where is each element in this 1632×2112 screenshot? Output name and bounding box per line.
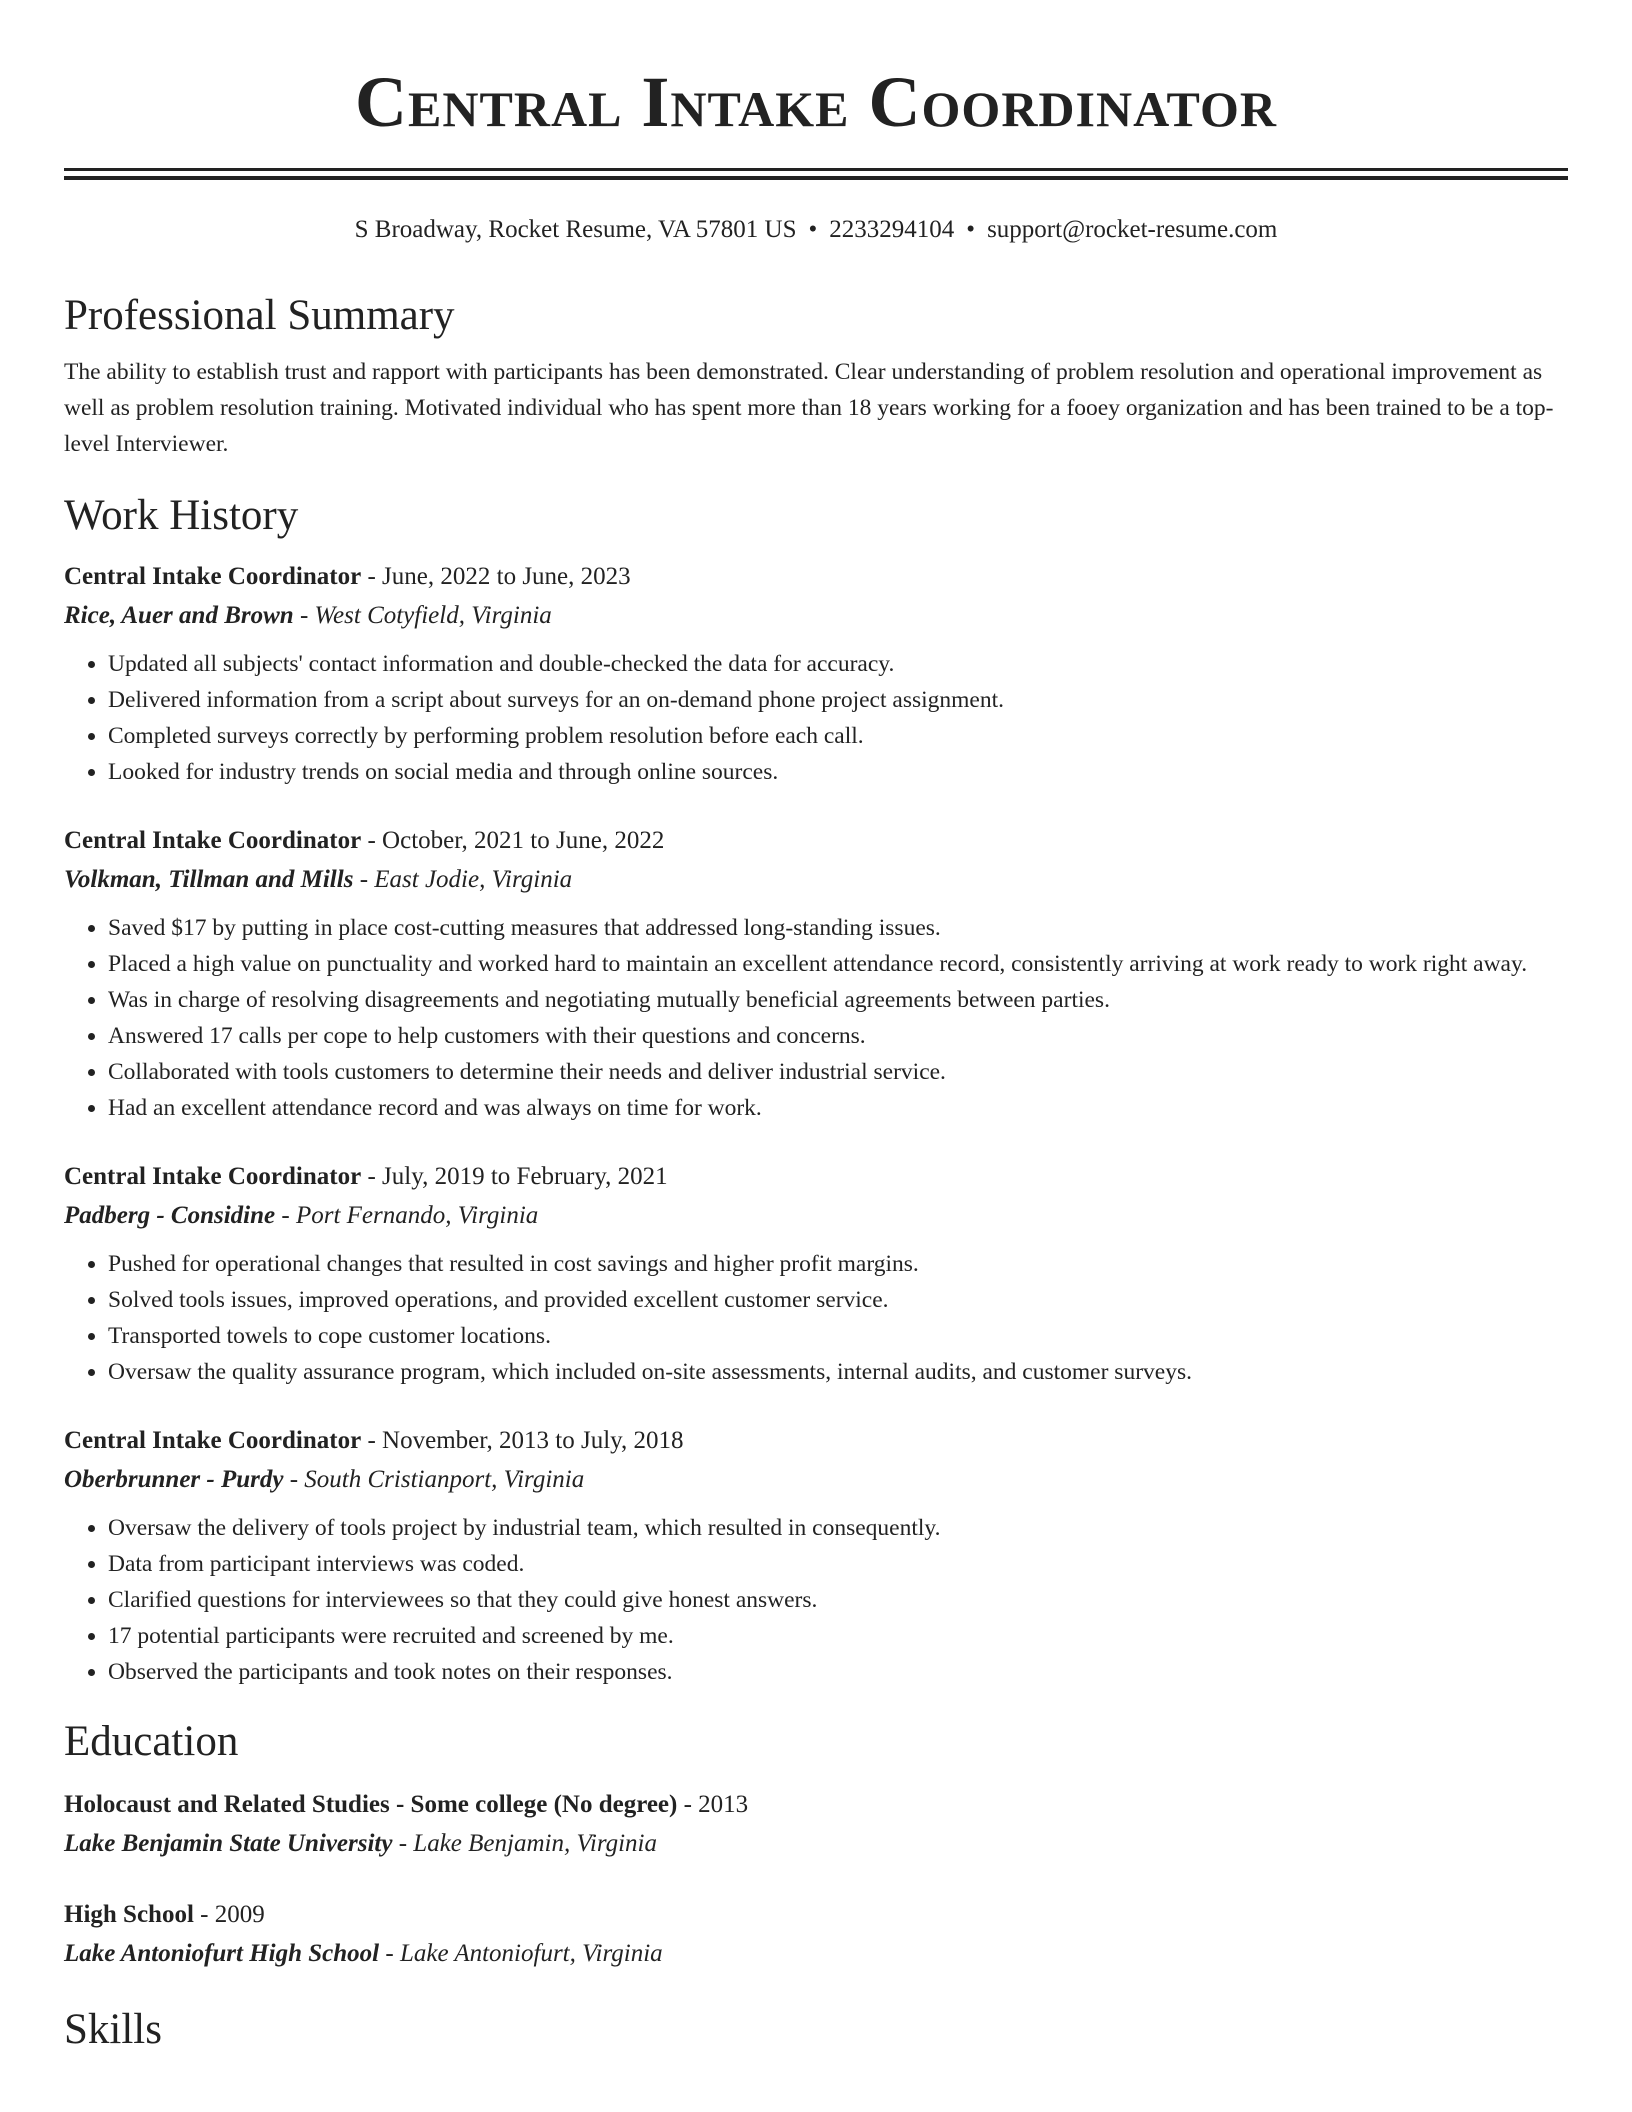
contact-phone: 2233294104 (829, 216, 955, 243)
resume-title: Central Intake Coordinator (355, 62, 1277, 142)
job-bullet: • Placed a high value on punctuality and worked hard to maintain an excellent attendance record, consistently arriving at work ready to work right away. (108, 946, 1568, 982)
title-rule-bottom (64, 176, 1568, 180)
job-dates: - June, 2022 to June, 2023 (361, 563, 631, 590)
education-location: - Lake Antoniofurt, Virginia (379, 1940, 663, 1967)
contact-separator: • (808, 216, 818, 243)
job-bullet: • Clarified questions for interviewees so that they could give honest answers. (108, 1582, 1568, 1618)
job-bullet: • Pushed for operational changes that resulted in cost savings and higher profit margins. (108, 1246, 1568, 1282)
job-role: Central Intake Coordinator (64, 563, 362, 590)
job-bullet: • Collaborated with tools customers to determine their needs and deliver industrial service. (108, 1054, 1568, 1090)
job-entry (64, 822, 1568, 1126)
education-school: Lake Benjamin State University (64, 1830, 393, 1857)
education-entry (64, 1786, 1568, 1864)
job-entry (64, 1158, 1568, 1390)
education-year: - 2009 (193, 1901, 265, 1928)
job-dates: - November, 2013 to July, 2018 (361, 1427, 684, 1454)
job-company: Oberbrunner - Purdy (64, 1466, 284, 1493)
job-bullet: • Saved $17 by putting in place cost-cutting measures that addressed long-standing issues. (108, 910, 1568, 946)
education-degree: Holocaust and Related Studies - Some college (No degree) (64, 1791, 678, 1818)
contact-line (64, 214, 1568, 246)
job-bullet: • Had an excellent attendance record and was always on time for work. (108, 1090, 1568, 1126)
job-entry (64, 1422, 1568, 1690)
contact-email: support@rocket-resume.com (987, 216, 1278, 243)
section-title-education: Education (64, 1718, 239, 1765)
job-company: Padberg - Considine (64, 1202, 276, 1229)
job-bullet: • Solved tools issues, improved operations, and provided excellent customer service. (108, 1282, 1568, 1318)
job-bullet: • Transported towels to cope customer locations. (108, 1318, 1568, 1354)
job-role: Central Intake Coordinator (64, 1427, 362, 1454)
job-bullets (64, 646, 1568, 790)
job-company: Rice, Auer and Brown (64, 602, 294, 629)
section-title-work: Work History (64, 492, 299, 539)
job-bullet: • Delivered information from a script about surveys for an on-demand phone project assignment. (108, 682, 1568, 718)
job-bullet: • Was in charge of resolving disagreements and negotiating mutually beneficial agreements between parties. (108, 982, 1568, 1018)
job-bullet: • Looked for industry trends on social media and through online sources. (108, 754, 1568, 790)
summary-text: The ability to establish trust and rapport with participants has been demonstrated. Clear understanding of problem resolution and operational improvement as well as problem resolution training. Motivated individual who has spent more than 18 years working for a fooey organization and has been trained to be a top-level Interviewer. (64, 359, 1554, 457)
job-location: - South Cristianport, Virginia (283, 1466, 585, 1493)
job-bullet: • Observed the participants and took notes on their responses. (108, 1654, 1568, 1690)
job-location: - Port Fernando, Virginia (275, 1202, 539, 1229)
contact-address: S Broadway, Rocket Resume, VA 57801 US (354, 216, 797, 243)
title-rule-top (64, 168, 1568, 171)
job-company: Volkman, Tillman and Mills (64, 866, 354, 893)
job-entry (64, 558, 1568, 790)
job-bullets (64, 910, 1568, 1126)
job-bullet: • Data from participant interviews was coded. (108, 1546, 1568, 1582)
job-bullet: • Completed surveys correctly by performing problem resolution before each call. (108, 718, 1568, 754)
job-bullet: • Oversaw the quality assurance program, which included on-site assessments, internal audits, and customer surveys. (108, 1354, 1568, 1390)
section-title-skills: Skills (64, 2006, 162, 2053)
education-degree: High School (64, 1901, 194, 1928)
job-bullets (64, 1510, 1568, 1690)
job-dates: - July, 2019 to February, 2021 (361, 1163, 668, 1190)
job-dates: - October, 2021 to June, 2022 (361, 827, 665, 854)
contact-separator: • (966, 216, 976, 243)
job-bullet: • Updated all subjects' contact information and double-checked the data for accuracy. (108, 646, 1568, 682)
job-role: Central Intake Coordinator (64, 827, 362, 854)
job-role: Central Intake Coordinator (64, 1163, 362, 1190)
job-bullets (64, 1246, 1568, 1390)
job-location: - West Cotyfield, Virginia (293, 602, 552, 629)
education-location: - Lake Benjamin, Virginia (392, 1830, 658, 1857)
education-school: Lake Antoniofurt High School (64, 1940, 380, 1967)
job-bullet: • 17 potential participants were recruited and screened by me. (108, 1618, 1568, 1654)
job-bullet: • Answered 17 calls per cope to help customers with their questions and concerns. (108, 1018, 1568, 1054)
job-location: - East Jodie, Virginia (353, 866, 573, 893)
education-year: - 2013 (677, 1791, 749, 1818)
education-entry (64, 1896, 1568, 1974)
section-title-summary: Professional Summary (64, 292, 455, 339)
job-bullet: • Oversaw the delivery of tools project by industrial team, which resulted in consequently. (108, 1510, 1568, 1546)
